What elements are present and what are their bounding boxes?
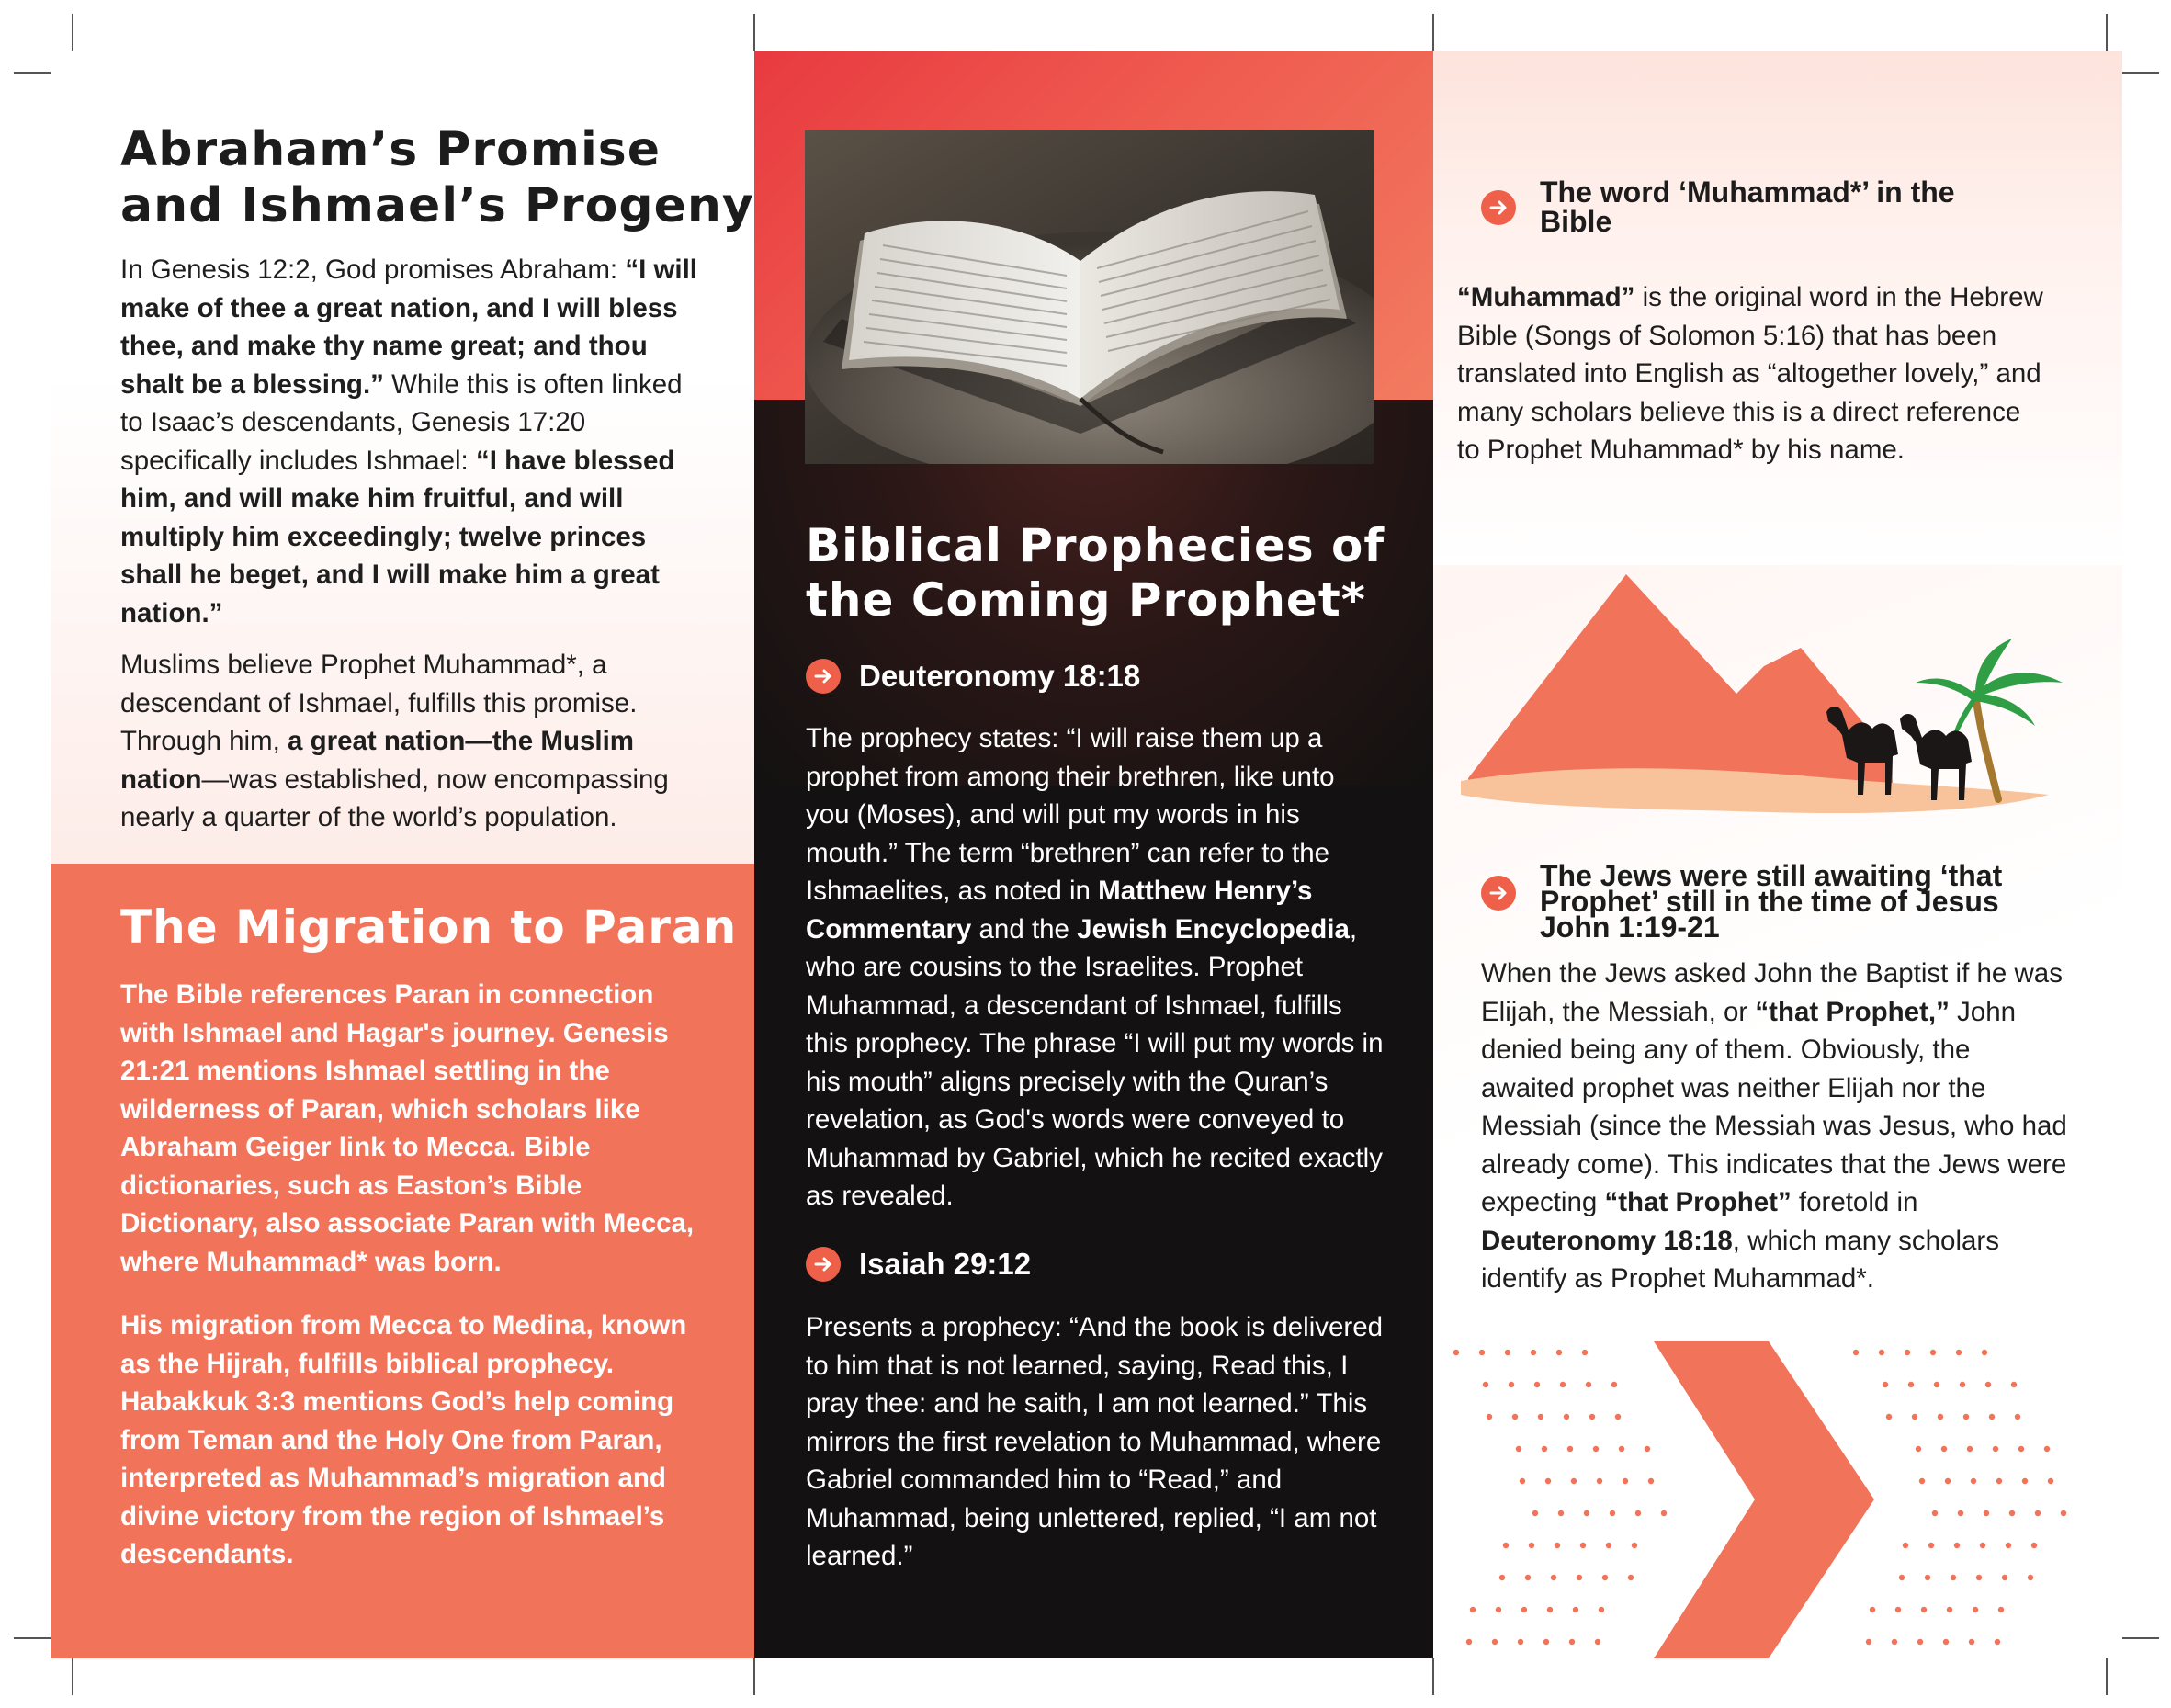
bold-phrase: “that Prophet,” — [1755, 996, 1950, 1027]
decor-dot — [1635, 1510, 1641, 1516]
decor-dot — [1569, 1639, 1575, 1645]
text-run: While this is often linked to Isaac’s descendants, Genesis 17:20 specifically includes Ishmael: — [120, 368, 683, 476]
decor-dot — [1989, 1414, 1995, 1420]
decor-dot — [1985, 1382, 1991, 1387]
decor-dot — [2015, 1414, 2020, 1420]
text-run: and the — [971, 913, 1078, 944]
decor-dot — [1648, 1478, 1654, 1484]
heading-label: The Jews were still awaiting ‘that Prophet’ still in the time of Jesus John 1:19-21 — [1540, 859, 2003, 944]
decor-dot — [1567, 1446, 1573, 1452]
decor-dot — [1589, 1414, 1595, 1420]
decor-dot — [1619, 1446, 1624, 1452]
decor-dot — [1602, 1575, 1608, 1580]
crop-mark — [2106, 14, 2108, 51]
crop-mark — [2106, 1658, 2108, 1695]
decor-dot — [1903, 1543, 1908, 1548]
crop-mark — [753, 14, 755, 51]
decor-dot — [1611, 1382, 1617, 1387]
decor-dot — [2028, 1575, 2033, 1580]
decor-dot — [2031, 1543, 2037, 1548]
decor-dot — [1866, 1639, 1871, 1645]
decor-dot — [1917, 1639, 1923, 1645]
decor-dot — [1982, 1350, 1987, 1355]
decor-dot — [1558, 1510, 1564, 1516]
decor-dot — [1532, 1510, 1538, 1516]
decor-dot — [1573, 1607, 1578, 1612]
abraham-section-title — [120, 122, 763, 235]
decor-dot — [2044, 1446, 2050, 1452]
decor-dot — [1547, 1607, 1553, 1612]
decor-dot — [2002, 1575, 2007, 1580]
crop-mark — [2122, 72, 2159, 74]
decor-dot — [1479, 1350, 1485, 1355]
decor-dot — [1582, 1350, 1588, 1355]
decor-dot — [1971, 1478, 1976, 1484]
crop-mark — [1432, 1658, 1434, 1695]
decor-dot — [1584, 1510, 1589, 1516]
text-run: Muslims believe Prophet Muhammad*, a descendant of Ishmael, fulfills this promise. Through him, — [120, 650, 638, 756]
abraham-paragraph-1 — [120, 251, 708, 632]
muhammad-word-paragraph — [1457, 278, 2045, 469]
isaiah-heading — [806, 1247, 1031, 1282]
decor-dot — [1556, 1350, 1562, 1355]
decor-dot — [1531, 1350, 1536, 1355]
decor-dot — [2022, 1478, 2028, 1484]
decor-dot — [1564, 1414, 1569, 1420]
migration-paragraph-2: His migration from Mecca to Medina, known as the Hijrah, fulfills biblical prophecy. Habakkuk 3:3 mentions God’s help coming from Teman and the Holy One from Paran, interpreted as Muhammad’s migration and divine victory from the region of Ishmael’s descendants. — [120, 1310, 687, 1569]
decor-dot — [1512, 1414, 1518, 1420]
decor-dot — [1899, 1575, 1905, 1580]
decor-dot — [1976, 1575, 1982, 1580]
decor-dot — [1892, 1639, 1897, 1645]
crop-mark — [2122, 1637, 2159, 1639]
decor-dot — [1941, 1446, 1947, 1452]
decor-dot — [1571, 1478, 1577, 1484]
decor-dot — [1956, 1350, 1962, 1355]
decor-dot — [2048, 1478, 2053, 1484]
decor-dot — [1925, 1575, 1930, 1580]
decor-dot — [1525, 1575, 1531, 1580]
arrow-right-icon — [806, 1247, 841, 1282]
decor-dot — [1534, 1382, 1540, 1387]
decor-dot — [1483, 1382, 1488, 1387]
decor-dot — [1466, 1639, 1472, 1645]
middle-panel — [754, 51, 1433, 1658]
decor-dot — [1921, 1607, 1927, 1612]
decor-dot — [1984, 1510, 1989, 1516]
decor-dot — [2009, 1510, 2015, 1516]
decor-dot — [1529, 1543, 1534, 1548]
decor-dot — [1932, 1510, 1938, 1516]
decor-dot — [2018, 1446, 2024, 1452]
crop-mark — [1432, 14, 1434, 51]
decor-dot — [1542, 1446, 1547, 1452]
decor-dot — [1912, 1414, 1917, 1420]
decor-dot — [1580, 1543, 1586, 1548]
heading-label: Deuteronomy 18:18 — [859, 659, 1141, 693]
jews-awaiting-heading — [1481, 859, 2032, 944]
decor-dot — [1993, 1446, 1998, 1452]
arrow-right-icon — [1481, 190, 1516, 225]
decor-dot — [1560, 1382, 1566, 1387]
decor-dot — [1943, 1639, 1949, 1645]
decor-dot — [1516, 1446, 1521, 1452]
text-run: The prophecy states: “I will raise them up a prophet from among their brethren, like unto you (Moses), and will put my words in his mouth.” The term “brethren” can refer to the Ishmaelites, as noted in — [806, 723, 1335, 906]
bold-quote: “I will make of thee a great nation, and I will bless thee, and make thy name great; and thou shalt be a blessing.” — [120, 255, 697, 400]
decor-dot — [1938, 1414, 1943, 1420]
title-line: and Ishmael’s Progeny — [120, 178, 754, 234]
deuteronomy-heading — [806, 659, 1140, 694]
prophecies-title — [806, 519, 1412, 628]
decor-dot — [1998, 1607, 2004, 1612]
decor-dot — [1577, 1575, 1582, 1580]
heading-label: The word ‘Muhammad*’ in the Bible — [1540, 175, 1955, 238]
decor-dot — [1853, 1350, 1859, 1355]
decor-dot — [1628, 1575, 1634, 1580]
decor-dot — [1645, 1446, 1650, 1452]
chevron-dots-decoration — [1452, 1341, 2113, 1658]
decor-dot — [1505, 1350, 1510, 1355]
decor-dot — [1632, 1543, 1637, 1548]
decor-dot — [1606, 1543, 1611, 1548]
crop-mark — [753, 1658, 755, 1695]
arrow-right-icon — [806, 659, 841, 694]
decor-dot — [1947, 1607, 1952, 1612]
decor-dot — [1520, 1478, 1525, 1484]
muhammad-word-heading — [1481, 177, 1996, 236]
decor-dot — [1518, 1639, 1523, 1645]
desert-camels-illustration — [1461, 574, 2086, 841]
decor-dot — [1509, 1382, 1514, 1387]
migration-panel — [51, 864, 754, 1658]
decor-dot — [1499, 1575, 1505, 1580]
deuteronomy-paragraph — [806, 719, 1385, 1216]
bold-phrase: “Muhammad” — [1457, 282, 1635, 312]
decor-dot — [1951, 1575, 1956, 1580]
decor-dot — [1496, 1607, 1501, 1612]
decor-dot — [1969, 1639, 1974, 1645]
bold-phrase: a great nation—the Muslim nation — [120, 726, 634, 795]
decor-dot — [1995, 1639, 2000, 1645]
isaiah-paragraph: Presents a prophecy: “And the book is delivered to him that is not learned, saying, Read this, I pray thee: and he saith, I am not learned.” This mirrors the first revelation to Muhammad, where Gabriel commanded him to “Read,” and Muhammad, being unlettered, replied, “I am not learned.” — [806, 1312, 1384, 1571]
decor-dot — [1545, 1478, 1551, 1484]
heading-label: Isaiah 29:12 — [859, 1247, 1032, 1281]
decor-dot — [1503, 1543, 1509, 1548]
abraham-paragraph-2 — [120, 646, 708, 837]
decor-dot — [1586, 1382, 1591, 1387]
decor-dot — [2011, 1382, 2017, 1387]
crop-mark — [14, 72, 51, 74]
crop-mark — [72, 14, 73, 51]
bold-phrase: “that Prophet” — [1604, 1187, 1792, 1217]
text-run: , who are cousins to the Israelites. Prophet Muhammad, a descendant of Ishmael, fulfills this prophecy. The phrase “I will put my words in his mouth” aligns precisely with the Quran’s revelation, as God's words were conveyed to Muhammad by Gabriel, which he recited exactly as revealed. — [806, 913, 1384, 1211]
arrow-right-icon — [1481, 876, 1516, 911]
decor-dot — [1623, 1478, 1628, 1484]
decor-dot — [1492, 1639, 1498, 1645]
decor-dot — [1960, 1382, 1965, 1387]
title-line: Abraham’s Promise — [120, 122, 661, 177]
crop-mark — [72, 1658, 73, 1695]
right-panel — [1433, 51, 2122, 1658]
decor-dot — [1886, 1414, 1892, 1420]
open-bible-photo — [805, 130, 1374, 464]
decor-dot — [1930, 1350, 1936, 1355]
decor-dot — [2061, 1510, 2066, 1516]
decor-dot — [1593, 1446, 1599, 1452]
decor-dot — [1883, 1382, 1888, 1387]
text-run: John denied being any of them. Obviously, the awaited prophet was neither Elijah nor the Messiah (since the Messiah was Jesus, who had already come). This indicates that the Jews were expecting — [1481, 996, 2067, 1217]
migration-title: The Migration to Paran — [120, 900, 738, 954]
decor-dot — [1958, 1510, 1963, 1516]
text-run: is the original word in the Hebrew Bible (Songs of Solomon 5:16) that has been translated into English as “altogether lovely,” and many scholars believe this is a direct reference to Prophet Muhammad* by his name. — [1457, 282, 2043, 465]
decor-dot — [1908, 1382, 1914, 1387]
decor-dot — [1980, 1543, 1985, 1548]
decor-dot — [1543, 1639, 1549, 1645]
decor-dot — [1661, 1510, 1667, 1516]
decor-dot — [1973, 1607, 1978, 1612]
decor-dot — [1610, 1510, 1615, 1516]
bold-quote: “I have blessed him, and will make him fruitful, and will multiply him exceedingly; twelve princes shall he beget, and I will make him a great nation.” — [120, 445, 675, 628]
bold-phrase: Deuteronomy 18:18 — [1481, 1225, 1733, 1256]
decor-dot — [1521, 1607, 1527, 1612]
left-panel-top — [51, 51, 754, 864]
crop-mark — [14, 1637, 51, 1639]
decor-dot — [2006, 1543, 2011, 1548]
text-run: When the Jews asked John the Baptist if he was Elijah, the Messiah, or — [1481, 958, 2063, 1027]
bold-phrase: Jewish Encyclopedia — [1077, 913, 1350, 944]
bold-phrase: Matthew Henry’s Commentary — [806, 876, 1313, 944]
decor-dot — [1555, 1543, 1560, 1548]
decor-dot — [1453, 1350, 1459, 1355]
decor-dot — [1615, 1414, 1621, 1420]
decor-dot — [1928, 1543, 1934, 1548]
decor-dot — [1954, 1543, 1960, 1548]
decor-dot — [1963, 1414, 1969, 1420]
decor-dot — [2035, 1510, 2041, 1516]
decor-dot — [1595, 1639, 1600, 1645]
decor-dot — [1945, 1478, 1951, 1484]
decor-dot — [1967, 1446, 1973, 1452]
decor-dot — [1470, 1607, 1476, 1612]
title-line: Biblical Prophecies of — [806, 519, 1385, 572]
decor-dot — [1905, 1350, 1910, 1355]
decor-dot — [1916, 1446, 1921, 1452]
decor-dot — [1870, 1607, 1875, 1612]
decor-dot — [1919, 1478, 1925, 1484]
decor-dot — [1487, 1414, 1492, 1420]
text-run: In Genesis 12:2, God promises Abraham: — [120, 255, 626, 285]
decor-dot — [1597, 1478, 1602, 1484]
text-run: —was established, now encompassing nearly a quarter of the world’s population. — [120, 764, 669, 832]
text-run: , which many scholars identify as Prophet Muhammad*. — [1481, 1225, 1999, 1294]
jews-awaiting-paragraph — [1481, 955, 2069, 1298]
title-line: the Coming Prophet* — [806, 573, 1366, 627]
decor-dot — [1879, 1350, 1884, 1355]
decor-dot — [1538, 1414, 1543, 1420]
migration-paragraph-1: The Bible references Paran in connection with Ishmael and Hagar's journey. Genesis 21:21 mentions Ishmael settling in the wilderness of Paran, which scholars like Abraham Geiger link to Mecca. Bible dictionaries, such as Easton’s Bible Dictionary, also associate Paran with Mecca, where Muhammad* was born. — [120, 979, 695, 1277]
text-run: foretold in — [1791, 1187, 1918, 1217]
decor-dot — [1895, 1607, 1901, 1612]
decor-dot — [1996, 1478, 2002, 1484]
decor-dot — [1599, 1607, 1604, 1612]
decor-dot — [1934, 1382, 1939, 1387]
decor-dot — [1551, 1575, 1556, 1580]
